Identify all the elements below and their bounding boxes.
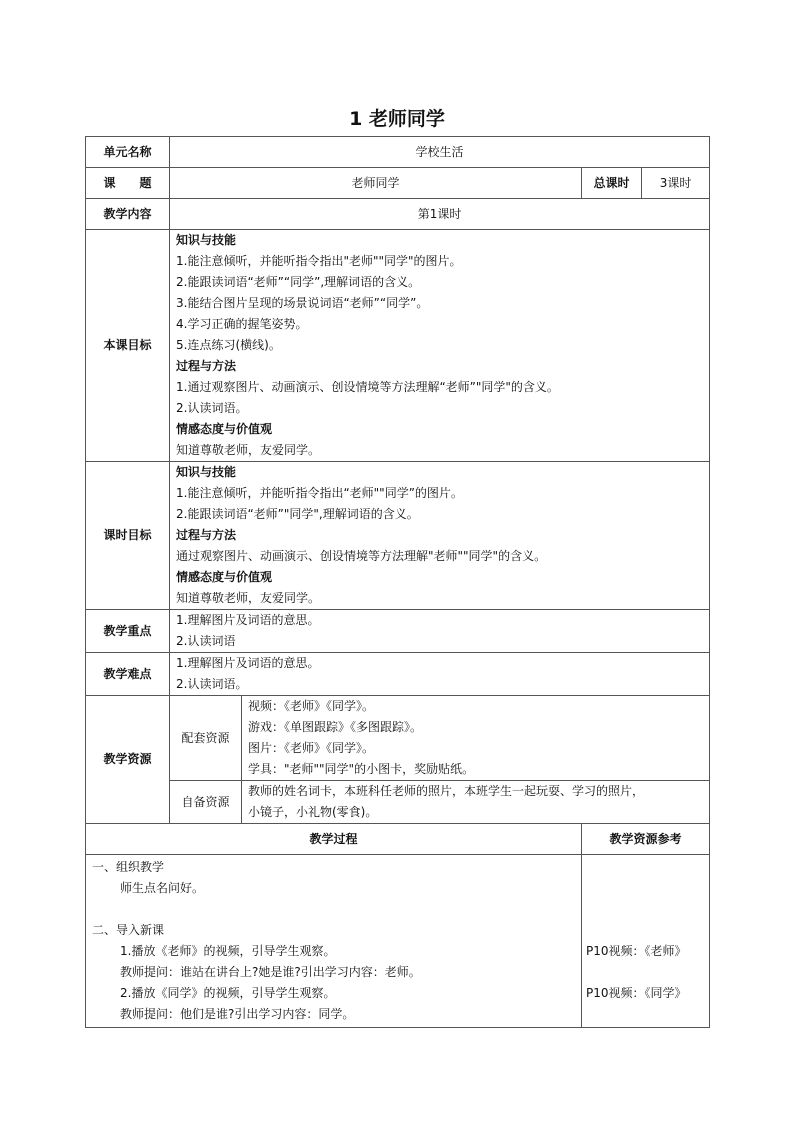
resources-row-matched <box>86 696 710 781</box>
lesson-goals-line: 知道尊敬老师，友爱同学。 <box>176 591 321 605</box>
matched-resources-label: 配套资源 <box>170 696 242 781</box>
content-row <box>86 199 710 230</box>
lesson-goals-content <box>170 462 710 610</box>
course-goals-line: 2.能跟读词语“老师”“同学”,理解词语的含义。 <box>176 275 421 289</box>
course-goals-row <box>86 230 710 462</box>
lesson-goals-heading: 情感态度与价值观 <box>176 570 273 584</box>
matched-resource-line: 图片：《老师》《同学》。 <box>248 741 375 755</box>
content-label: 教学内容 <box>86 199 170 230</box>
page-title: 1 老师同学 <box>349 108 445 130</box>
self-resource-line: 教师的姓名词卡，本班科任老师的照片，本班学生一起玩耍、学习的照片， <box>248 784 645 798</box>
course-goals-line: 5.连点练习(横线)。 <box>176 338 281 352</box>
topic-value: 老师同学 <box>170 168 582 199</box>
lesson-goals-line: 1.能注意倾听，并能听指令指出“老师""同学”的图片。 <box>176 486 463 500</box>
lesson-goals-line: 2.能跟读词语“老师”"同学",理解词语的含义。 <box>176 507 419 521</box>
course-goals-content <box>170 230 710 462</box>
course-goals-line: 2.认读词语。 <box>176 401 248 415</box>
process-blank-line <box>92 899 575 920</box>
process-header-row <box>86 824 710 855</box>
key-points-line: 1.理解图片及词语的意思。 <box>176 613 320 627</box>
course-goals-line: 知道尊敬老师，友爱同学。 <box>176 443 321 457</box>
matched-resource-line: 游戏：《单图跟踪》《多图跟踪》。 <box>248 720 423 734</box>
course-goals-heading: 情感态度与价值观 <box>176 422 273 436</box>
content-value: 第1课时 <box>170 199 710 230</box>
difficult-points-row <box>86 653 710 696</box>
lesson-plan-table <box>85 136 710 1028</box>
resource-reference-content <box>582 855 710 1028</box>
process-line: 1.播放《老师》的视频，引导学生观察。 <box>120 944 336 958</box>
key-points-row <box>86 610 710 653</box>
lesson-goals-row <box>86 462 710 610</box>
process-header: 教学过程 <box>86 824 582 855</box>
resources-row-self <box>86 781 710 824</box>
resource-reference-line: P10视频：《老师》 <box>586 944 687 958</box>
lesson-goals-line: 通过观察图片、动画演示、创设情境等方法理解"老师""同学"的含义。 <box>176 549 547 563</box>
course-goals-line: 1.通过观察图片、动画演示、创设情境等方法理解“老师”"同学"的含义。 <box>176 380 559 394</box>
course-goals-heading: 知识与技能 <box>176 233 237 247</box>
process-line: 教师提问：他们是谁?引出学习内容：同学。 <box>120 1007 355 1021</box>
process-line: 师生点名问好。 <box>120 881 205 895</box>
process-content <box>86 855 582 1028</box>
self-resource-line: 小镜子，小礼物(零食)。 <box>248 805 378 819</box>
topic-label: 课 题 <box>86 168 170 199</box>
unit-value: 学校生活 <box>170 137 710 168</box>
key-points-line: 2.认读词语 <box>176 634 236 648</box>
course-goals-line: 4.学习正确的握笔姿势。 <box>176 317 308 331</box>
lesson-goals-label: 课时目标 <box>86 462 170 610</box>
matched-resource-line: 视频：《老师》《同学》。 <box>248 699 375 713</box>
lesson-goals-heading: 过程与方法 <box>176 528 237 542</box>
resource-reference-header: 教学资源参考 <box>582 824 710 855</box>
key-points-label: 教学重点 <box>86 610 170 653</box>
process-section-heading: 一、组织教学 <box>92 860 165 874</box>
topic-row <box>86 168 710 199</box>
course-goals-line: 3.能结合图片呈现的场景说词语“老师”“同学”。 <box>176 296 429 310</box>
self-resources-label: 自备资源 <box>170 781 242 824</box>
process-row <box>86 855 710 1028</box>
resources-label: 教学资源 <box>86 696 170 824</box>
total-hours-label: 总课时 <box>582 168 642 199</box>
difficult-points-line: 1.理解图片及词语的意思。 <box>176 656 320 670</box>
process-section-heading: 二、导入新课 <box>92 923 165 937</box>
unit-label: 单元名称 <box>86 137 170 168</box>
course-goals-line: 1.能注意倾听，并能听指令指出"老师""同学"的图片。 <box>176 254 462 268</box>
key-points-content <box>170 610 710 653</box>
course-goals-heading: 过程与方法 <box>176 359 237 373</box>
resource-reference-line: P10视频：《同学》 <box>586 986 687 1000</box>
difficult-points-content <box>170 653 710 696</box>
process-line: 教师提问：谁站在讲台上?她是谁?引出学习内容：老师。 <box>120 965 421 979</box>
process-line: 2.播放《同学》的视频，引导学生观察。 <box>120 986 336 1000</box>
lesson-goals-heading: 知识与技能 <box>176 465 237 479</box>
matched-resource-line: 学具："老师""同学"的小图卡，奖励贴纸。 <box>248 762 475 776</box>
unit-row <box>86 137 710 168</box>
self-resources-content <box>242 781 710 824</box>
difficult-points-line: 2.认读词语。 <box>176 677 248 691</box>
matched-resources-content <box>242 696 710 781</box>
difficult-points-label: 教学难点 <box>86 653 170 696</box>
total-hours-value: 3课时 <box>642 168 710 199</box>
course-goals-label: 本课目标 <box>86 230 170 462</box>
